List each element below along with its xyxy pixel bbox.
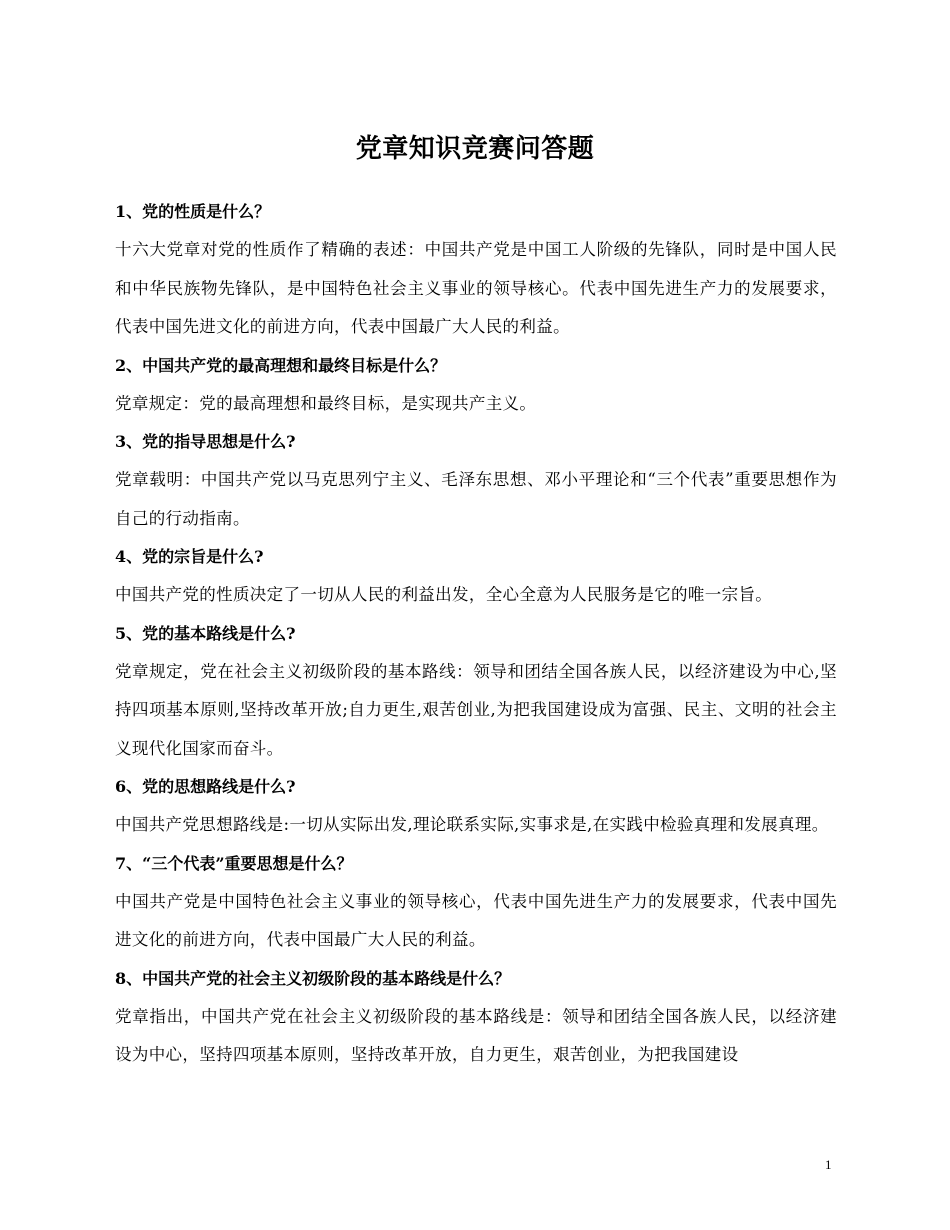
page-number: 1 (825, 1157, 832, 1172)
answer-3: 党章载明：中国共产党以马克思列宁主义、毛泽东思想、邓小平理论和“三个代表”重要思想作为自己的行动指南。 (115, 470, 837, 528)
qa-item-3 (115, 423, 837, 538)
answer-5: 党章规定，党在社会主义初级阶段的基本路线：领导和团结全国各族人民，以经济建设为中心,坚持四项基本原则,坚持改革开放;自力更生,艰苦创业,为把我国建设成为富强、民主、文明的社会主义现代化国家而奋斗。 (115, 661, 837, 758)
qa-item-2 (115, 347, 837, 424)
answer-4: 中国共产党的性质决定了一切从人民的利益出发，全心全意为人民服务是它的唯一宗旨。 (115, 585, 773, 604)
answer-8: 党章指出，中国共产党在社会主义初级阶段的基本路线是：领导和团结全国各族人民，以经济建设为中心，坚持四项基本原则，坚持改革开放，自力更生，艰苦创业，为把我国建设 (115, 1006, 837, 1064)
question-1: 1、党的性质是什么？ (115, 202, 271, 221)
question-6: 6、党的思想路线是什么? (115, 777, 296, 796)
question-8: 8、中国共产党的社会主义初级阶段的基本路线是什么？ (115, 968, 511, 988)
answer-6: 中国共产党思想路线是:一切从实际出发,理论联系实际,实事求是,在实践中检验真理和发展真理。 (115, 815, 829, 834)
question-4: 4、党的宗旨是什么? (115, 547, 264, 566)
qa-item-7 (115, 845, 837, 960)
question-2: 2、中国共产党的最高理想和最终目标是什么？ (115, 355, 447, 375)
qa-item-4 (115, 538, 837, 615)
question-3: 3、党的指导思想是什么? (115, 432, 296, 451)
question-7: 7、“三个代表”重要思想是什么？ (115, 853, 353, 873)
answer-2: 党章规定：党的最高理想和最终目标，是实现共产主义。 (115, 393, 537, 413)
answer-1: 十六大党章对党的性质作了精确的表述：中国共产党是中国工人阶级的先锋队，同时是中国人民和中华民族物先锋队，是中国特色社会主义事业的领导核心。代表中国先进生产力的发展要求，代表中国先进文化的前进方向，代表中国最广大人民的利益。 (115, 240, 837, 336)
qa-item-6 (115, 768, 837, 845)
qa-item-8 (115, 960, 837, 1075)
qa-item-5 (115, 615, 837, 769)
qa-list (115, 193, 837, 1075)
question-5: 5、党的基本路线是什么? (115, 623, 296, 643)
answer-7: 中国共产党是中国特色社会主义事业的领导核心，代表中国先进生产力的发展要求，代表中国先进文化的前进方向，代表中国最广大人民的利益。 (115, 891, 837, 949)
qa-item-1 (115, 193, 837, 347)
document-title: 党章知识竞赛问答题 (355, 134, 595, 165)
